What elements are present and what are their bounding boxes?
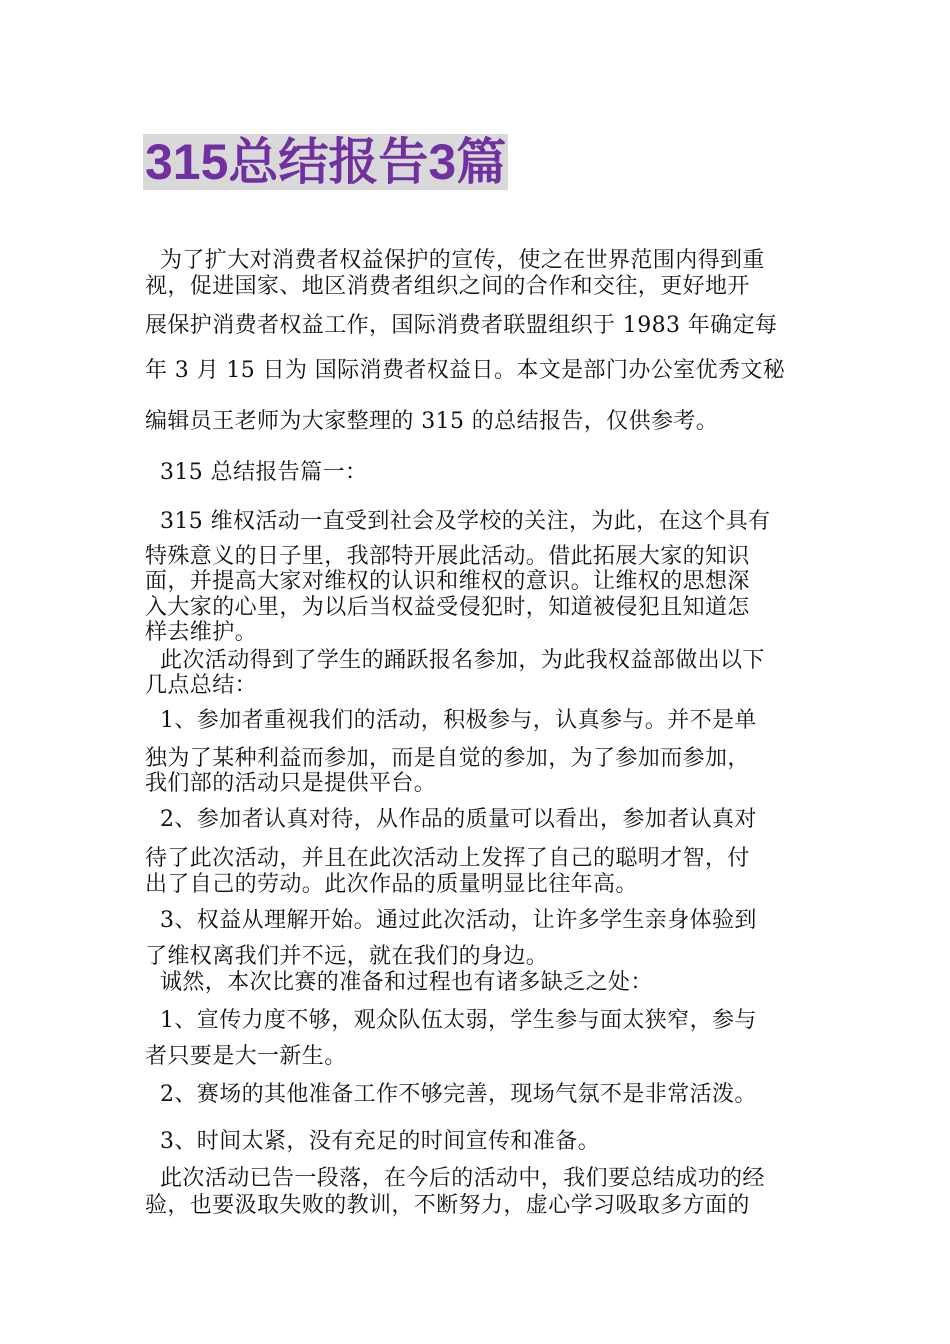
- paragraph-line: 诚然，本次比赛的准备和过程也有诸多缺乏之处：: [160, 970, 653, 995]
- document-title: 315总结报告3篇: [145, 134, 507, 190]
- list-item-line: 独为了某种利益而参加，而是自觉的参加，为了参加而参加，: [145, 746, 750, 771]
- paragraph-line: 样去维护。: [145, 620, 258, 645]
- paragraph-line: 入大家的心里，为以后当权益受侵犯时，知道被侵犯且知道怎: [145, 595, 750, 620]
- list-item-line: 3、时间太紧，没有充足的时间宣传和准备。: [160, 1129, 600, 1154]
- paragraph-line: 315 维权活动一直受到社会及学校的关注，为此，在这个具有: [160, 509, 771, 534]
- list-item-line: 1、宣传力度不够，观众队伍太弱，学生参与面太狭窄，参与: [160, 1008, 757, 1033]
- paragraph-line: 验，也要汲取失败的教训，不断努力，虚心学习吸取多方面的: [145, 1193, 750, 1218]
- paragraph-line: 此次活动已告一段落，在今后的活动中，我们要总结成功的经: [160, 1166, 765, 1191]
- list-item-line: 者只要是大一新生。: [145, 1044, 347, 1069]
- list-item-line: 2、赛场的其他准备工作不够完善，现场气氛不是非常活泼。: [160, 1082, 757, 1107]
- list-item-line: 2、参加者认真对待，从作品的质量可以看出，参加者认真对: [160, 807, 757, 832]
- paragraph-line: 几点总结：: [145, 673, 258, 698]
- paragraph-line: 展保护消费者权益工作，国际消费者联盟组织于 1983 年确定每: [145, 313, 778, 338]
- list-item-line: 我们部的活动只是提供平台。: [145, 771, 437, 796]
- section-heading: 315 总结报告篇一：: [160, 460, 368, 485]
- paragraph-line: 编辑员王老师为大家整理的 315 的总结报告，仅供参考。: [145, 409, 719, 434]
- paragraph-line: 特殊意义的日子里，我部特开展此活动。借此拓展大家的知识: [145, 544, 750, 569]
- paragraph-line: 视，促进国家、地区消费者组织之间的合作和交往，更好地开: [145, 274, 750, 299]
- paragraph-line: 为了扩大对消费者权益保护的宣传，使之在世界范围内得到重: [160, 248, 765, 273]
- paragraph-line: 此次活动得到了学生的踊跃报名参加，为此我权益部做出以下: [160, 648, 765, 673]
- title-highlight: [143, 134, 508, 190]
- list-item-line: 1、参加者重视我们的活动，积极参与，认真参与。并不是单: [160, 708, 757, 733]
- list-item-line: 待了此次活动，并且在此次活动上发挥了自己的聪明才智，付: [145, 846, 750, 871]
- paragraph-line: 面，并提高大家对维权的认识和维权的意识。让维权的思想深: [145, 569, 750, 594]
- list-item-line: 了维权离我们并不远，就在我们的身边。: [145, 944, 549, 969]
- list-item-line: 3、权益从理解开始。通过此次活动，让许多学生亲身体验到: [160, 908, 757, 933]
- paragraph-line: 年 3 月 15 日为 国际消费者权益日。本文是部门办公室优秀文秘: [145, 358, 786, 383]
- list-item-line: 出了自己的劳动。此次作品的质量明显比往年高。: [145, 872, 638, 897]
